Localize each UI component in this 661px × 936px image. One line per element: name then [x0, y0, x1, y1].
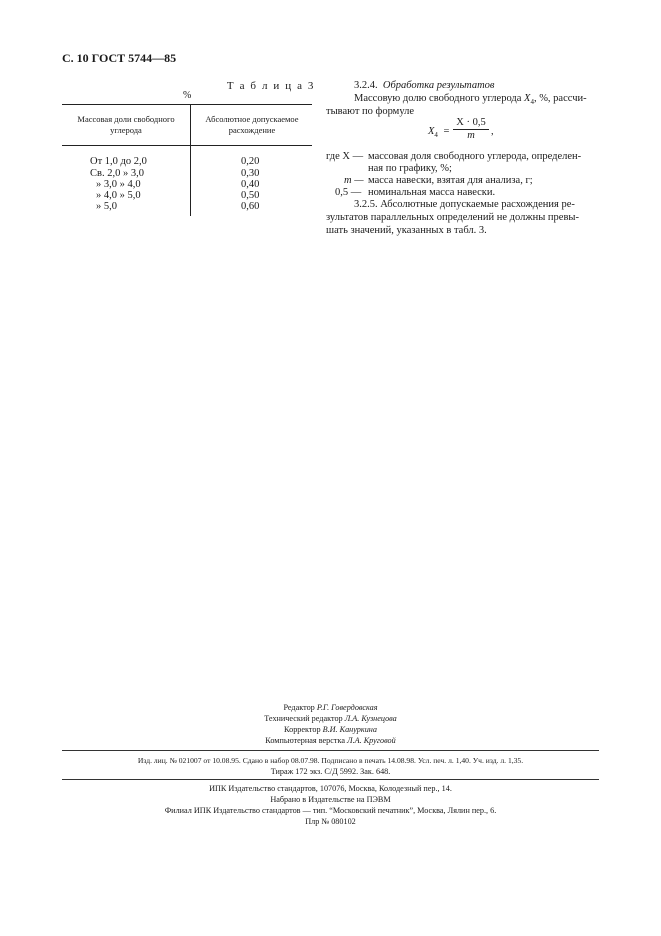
credit-tech-editor: Технический редактор Л.А. Кузнецова	[264, 714, 397, 723]
formula-fraction	[453, 117, 489, 141]
where-text-mass: номинальная масса навески.	[368, 187, 496, 198]
imprint-mid-rule	[62, 779, 599, 780]
section-325-line3: шать значений, указанных в табл. 3.	[326, 225, 487, 236]
credit-proofreader: Корректор В.И. Кануркина	[284, 725, 377, 734]
table-col2-header: Абсолютное допускаемое расхождение	[205, 114, 299, 135]
credit-editor: Редактор Р.Г. Говердовская	[283, 703, 378, 712]
table-cell-range: От 1,0 до 2,0	[90, 156, 147, 167]
where-sym-m: m —	[344, 175, 364, 186]
table-column-divider	[190, 104, 191, 216]
imprint-top-rule	[62, 750, 599, 751]
table-unit: %	[183, 90, 192, 101]
imprint-line2: Тираж 172 экз. С/Д 5992. Зак. 648.	[270, 767, 391, 776]
table-cell-value: 0,50	[241, 190, 260, 201]
where-text-x-cont: ная по графику, %;	[368, 163, 452, 174]
imprint-line3: ИПК Издательство стандартов, 107076, Москва, Колодезный пер., 14.	[209, 784, 452, 793]
formula-denominator: m	[467, 130, 475, 141]
imprint-line4: Набрано в Издательстве на ПЭВМ	[270, 795, 391, 804]
formula-numerator: X · 0,5	[453, 117, 489, 130]
formula-comma: ,	[491, 126, 494, 137]
where-text-m: масса навески, взятая для анализа, г;	[368, 175, 533, 186]
imprint-line6: Плр № 080102	[305, 817, 356, 826]
where-text-x: массовая доля свободного углерода, определен-	[368, 151, 582, 162]
table-cell-range: » 5,0	[96, 201, 117, 212]
table-cell-value: 0,40	[241, 179, 260, 190]
section-324-intro-line2: тывают по формуле	[326, 106, 415, 117]
imprint-line5: Филиал ИПК Издательство стандартов — тип. “Московский печатник”, Москва, Лялин пер., 6.	[164, 806, 497, 815]
section-325-line1: 3.2.5. Абсолютные допускаемые расхождения ре-	[354, 199, 575, 210]
table-col1-header: Массовая доли свободного углерода	[77, 114, 175, 135]
table-cell-range: » 4,0 » 5,0	[96, 190, 141, 201]
table-top-rule	[62, 104, 312, 105]
table-cell-range: Св. 2,0 » 3,0	[90, 168, 144, 179]
credit-layout: Компьютерная верстка Л.А. Круговой	[265, 736, 396, 745]
section-324-intro-line1: Массовую долю свободного углерода $X_4$, %, рассчи-	[354, 93, 587, 107]
table-caption: Т а б л и ц а 3	[226, 80, 315, 92]
table-cell-value: 0,60	[241, 201, 260, 212]
imprint-line1: Изд. лиц. № 021007 от 10.08.95. Сдано в набор 08.07.98. Подписано в печать 14.08.98. Усл. печ. л. 1,40. Уч. изд. л. 1,35.	[137, 756, 524, 765]
where-sym-mass: 0,5 —	[335, 187, 362, 198]
section-324-heading: 3.2.4. Обработка результатов	[354, 80, 495, 91]
table-cell-range: » 3,0 » 4,0	[96, 179, 141, 190]
section-325-line2: зультатов параллельных определений не должны превы-	[326, 212, 579, 223]
page-header: С. 10 ГОСТ 5744—85	[62, 51, 177, 65]
table-header-rule	[62, 145, 312, 146]
table-cell-value: 0,20	[241, 156, 260, 167]
table-cell-value: 0,30	[241, 168, 260, 179]
where-sym-x: где X —	[326, 151, 364, 162]
formula-lhs: $X_4$ =	[428, 126, 450, 140]
